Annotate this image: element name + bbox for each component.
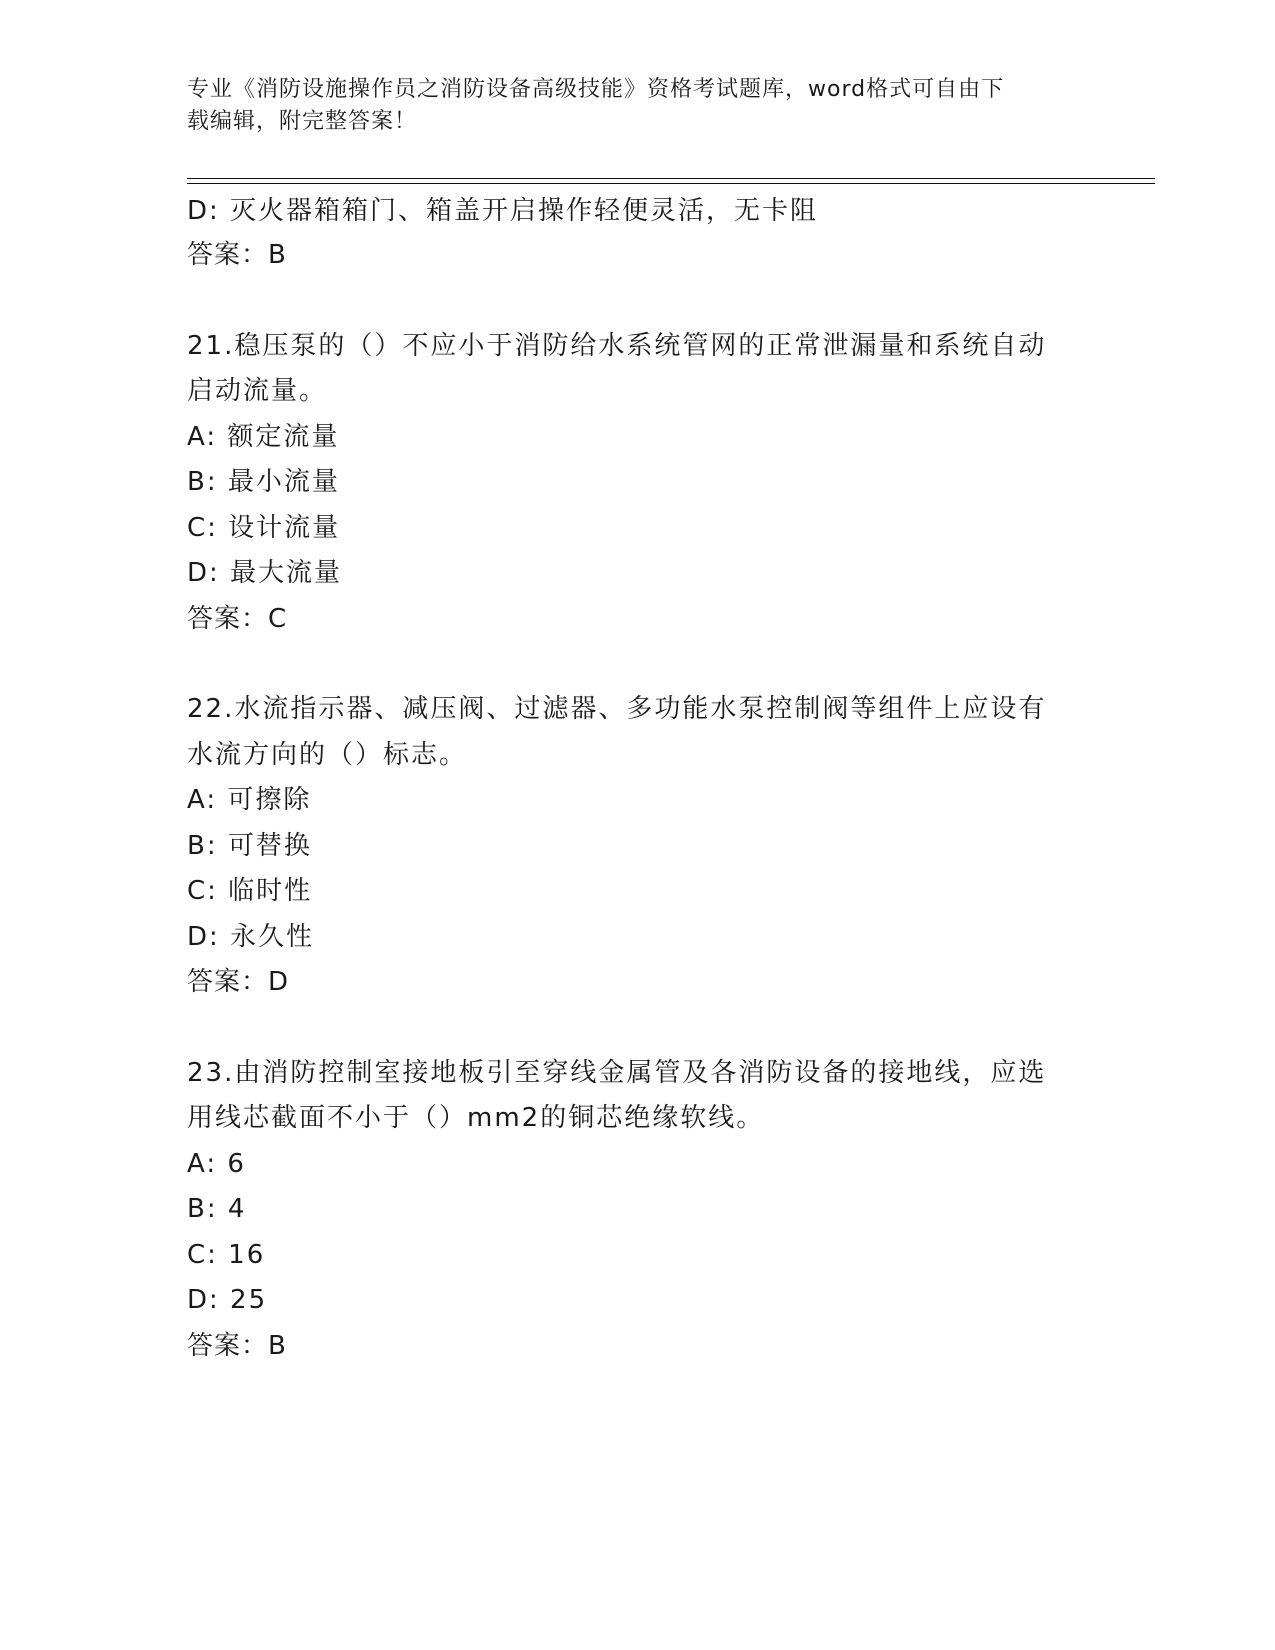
option-b: B: 4 — [187, 1194, 247, 1224]
answer-line: 答案：B — [187, 240, 287, 270]
question-21 — [187, 324, 1087, 643]
option-d: D: 灭火器箱箱门、箱盖开启操作轻便灵活，无卡阻 — [187, 196, 819, 226]
option-a: A: 6 — [187, 1148, 246, 1179]
option-a: A: 可擦除 — [187, 785, 312, 815]
option-c: C: 设计流量 — [187, 512, 341, 543]
question-stem-line-2: 用线芯截面不小于（）mm2的铜芯绝缘软线。 — [187, 1103, 765, 1133]
answer-line: 答案：B — [187, 1330, 287, 1361]
option-d: D: 永久性 — [187, 921, 315, 952]
option-d: D: 25 — [187, 1285, 268, 1315]
question-stem-line-1: 22.水流指示器、减压阀、过滤器、多功能水泵控制阀等组件上应设有 — [187, 694, 1047, 724]
question-stem-line-1: 23.由消防控制室接地板引至穿线金属管及各消防设备的接地线，应选 — [187, 1057, 1047, 1088]
header-divider-bottom — [187, 183, 1155, 184]
option-a: A: 额定流量 — [187, 421, 340, 452]
option-b: B: 可替换 — [187, 830, 312, 861]
question-list — [187, 190, 1087, 1369]
option-d: D: 最大流量 — [187, 558, 343, 588]
header-line-1: 专业《消防设施操作员之消防设备高级技能》资格考试题库，word格式可自由下 — [187, 77, 1005, 102]
question-22 — [187, 687, 1087, 1006]
question-stem-line-2: 启动流量。 — [187, 376, 328, 406]
question-stem-line-1: 21.稳压泵的（）不应小于消防给水系统管网的正常泄漏量和系统自动 — [187, 330, 1047, 361]
previous-question-tail — [187, 190, 1087, 279]
option-c: C: 16 — [187, 1239, 266, 1270]
question-23 — [187, 1051, 1087, 1370]
answer-line: 答案：D — [187, 967, 290, 997]
header-divider-top — [187, 178, 1155, 179]
header-line-2: 载编辑，附完整答案！ — [187, 109, 418, 134]
answer-line: 答案：C — [187, 603, 288, 634]
question-stem-line-2: 水流方向的（）标志。 — [187, 739, 468, 770]
document-header — [187, 74, 1087, 138]
option-c: C: 临时性 — [187, 876, 313, 906]
option-b: B: 最小流量 — [187, 467, 340, 497]
